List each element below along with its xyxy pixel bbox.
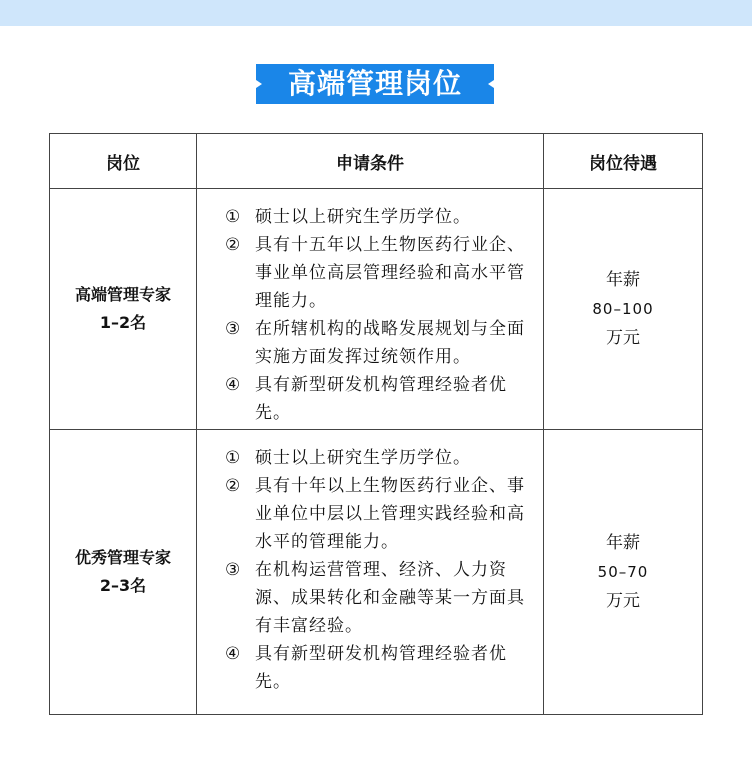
position-cell (50, 189, 197, 430)
list-item (225, 472, 527, 556)
position-count: 2–3名 (99, 576, 147, 595)
salary-unit: 万元 (606, 327, 640, 348)
list-item (225, 444, 527, 472)
salary-unit: 万元 (606, 590, 640, 611)
list-item (225, 556, 527, 640)
item-number: ③ (225, 560, 242, 580)
requirements-cell (197, 189, 544, 430)
item-text: 硕士以上研究生学历学位。 (255, 207, 471, 227)
salary-range: 80–100 (592, 299, 654, 318)
item-number: ③ (225, 319, 242, 339)
position-name: 高端管理专家 (74, 285, 171, 304)
item-text: 在所辖机构的战略发展规划与全面实施方面发挥过统领作用。 (255, 319, 525, 367)
list-item (225, 640, 527, 696)
item-number: ① (225, 448, 242, 468)
item-number: ④ (225, 644, 242, 664)
table-row (50, 430, 703, 715)
salary-cell (544, 430, 703, 715)
position-cell (50, 430, 197, 715)
salary-range: 50–70 (597, 562, 649, 581)
item-text: 在机构运营管理、经济、人力资源、成果转化和金融等某一方面具有丰富经验。 (255, 560, 525, 636)
header-position: 岗位 (50, 134, 197, 189)
top-banner-band (0, 0, 752, 26)
item-text: 具有新型研发机构管理经验者优先。 (255, 375, 507, 423)
salary-label: 年薪 (606, 532, 640, 553)
item-number: ② (225, 235, 242, 255)
table-header-row (50, 134, 703, 189)
list-item (225, 203, 527, 231)
salary-cell (544, 189, 703, 430)
salary-label: 年薪 (606, 269, 640, 290)
position-name: 优秀管理专家 (74, 548, 171, 567)
item-number: ④ (225, 375, 242, 395)
item-text: 硕士以上研究生学历学位。 (255, 448, 471, 468)
section-title-banner (250, 64, 500, 104)
item-text: 具有十年以上生物医药行业企、事业单位中层以上管理实践经验和高水平的管理能力。 (255, 476, 525, 552)
positions-table (49, 133, 703, 715)
section-title: 高端管理岗位 (287, 67, 462, 100)
requirements-cell (197, 430, 544, 715)
table-row (50, 189, 703, 430)
item-text: 具有新型研发机构管理经验者优先。 (255, 644, 507, 692)
requirements-list (197, 430, 543, 696)
item-number: ② (225, 476, 242, 496)
position-count: 1–2名 (99, 313, 147, 332)
item-text: 具有十五年以上生物医药行业企、事业单位高层管理经验和高水平管理能力。 (255, 235, 525, 311)
requirements-list (197, 189, 543, 427)
item-number: ① (225, 207, 242, 227)
list-item (225, 231, 527, 315)
header-requirements: 申请条件 (197, 134, 544, 189)
header-salary: 岗位待遇 (544, 134, 703, 189)
list-item (225, 315, 527, 371)
list-item (225, 371, 527, 427)
